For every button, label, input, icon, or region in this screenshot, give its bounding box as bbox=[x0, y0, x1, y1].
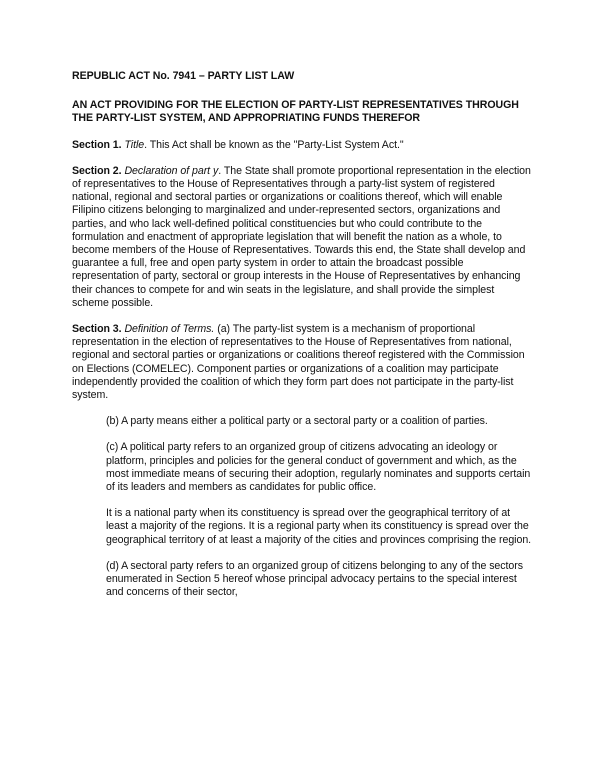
section-2-text: The State shall promote proportional representation in the election of representatives to the House of Representatives through a party-list system of registered national, regional and sectoral parties or organizations or coalitions thereof, which will enable Filipino citizens belonging to marginalized and under-represented sectors, organizations and parties, and who lack well-defined political constituencies but who could contribute to the formulation and enactment of appropriate legislation that will benefit the nation as a whole, to become members of the House of Representatives. Towards this end, the State shall develop and guarantee a full, free and open party system in order to attain the broadcast possible representation of party, sectoral or group interests in the House of Representatives by enhancing their chances to compete for and win seats in the legislature, and shall provide the simplest scheme possible. bbox=[72, 164, 531, 309]
subparagraph-d: (d) A sectoral party refers to an organized group of citizens belonging to any of the sectors enumerated in Section 5 hereof whose principal advocacy pertains to the special interest and concerns of their sector, bbox=[106, 559, 523, 599]
section-2-title: Declaration of part y bbox=[124, 164, 219, 177]
act-number-heading: REPUBLIC ACT No. 7941 – PARTY LIST LAW bbox=[72, 70, 295, 82]
subparagraph-b: (b) A party means either a political party or a sectoral party or a coalition of parties. bbox=[106, 415, 488, 428]
section-1-paragraph bbox=[72, 139, 532, 152]
subparagraph-c: (c) A political party refers to an organized group of citizens advocating an ideology or platform, principles and policies for the general conduct of government and which, as the most immediate means of securing their adoption, regularly nominates and supports certain of its leaders and members as candidates for public office. bbox=[106, 441, 531, 494]
section-1-text: This Act shall be known as the "Party-List System Act." bbox=[147, 138, 404, 151]
document-body bbox=[72, 70, 532, 613]
section-3-label: Section 3. bbox=[72, 323, 122, 336]
section-1-title: Title bbox=[124, 138, 145, 151]
section-1-title-punct: . bbox=[144, 138, 148, 151]
section-1-label: Section 1. bbox=[72, 138, 122, 151]
act-title-heading: AN ACT PROVIDING FOR THE ELECTION OF PARTY-LIST REPRESENTATIVES THROUGH THE PARTY-LIST SYSTEM, AND APPROPRIATING FUNDS THEREFOR bbox=[72, 99, 519, 125]
section-3-paragraph bbox=[72, 323, 532, 402]
subparagraph-c-continued: It is a national party when its constituency is spread over the geographical territory of at least a majority of the regions. It is a regional party when its constituency is spread over the geographical territory of at least a majority of the cities and provinces comprising the region. bbox=[106, 507, 532, 546]
section-2-title-punct: . bbox=[218, 164, 222, 177]
section-3-title: Definition of Terms. bbox=[124, 323, 215, 336]
section-2-paragraph bbox=[72, 165, 532, 310]
section-3-text: (a) The party-list system is a mechanism of proportional representation in the election of representatives to the House of Representatives from national, regional and sectoral parties or organizations or coalitions thereof registered with the Commission on Elections (COMELEC). Component parties or organizations of a coalition may participate independently provided the coalition of which they form part does not participate in the party-list system. bbox=[72, 323, 525, 402]
section-2-label: Section 2. bbox=[72, 164, 122, 177]
